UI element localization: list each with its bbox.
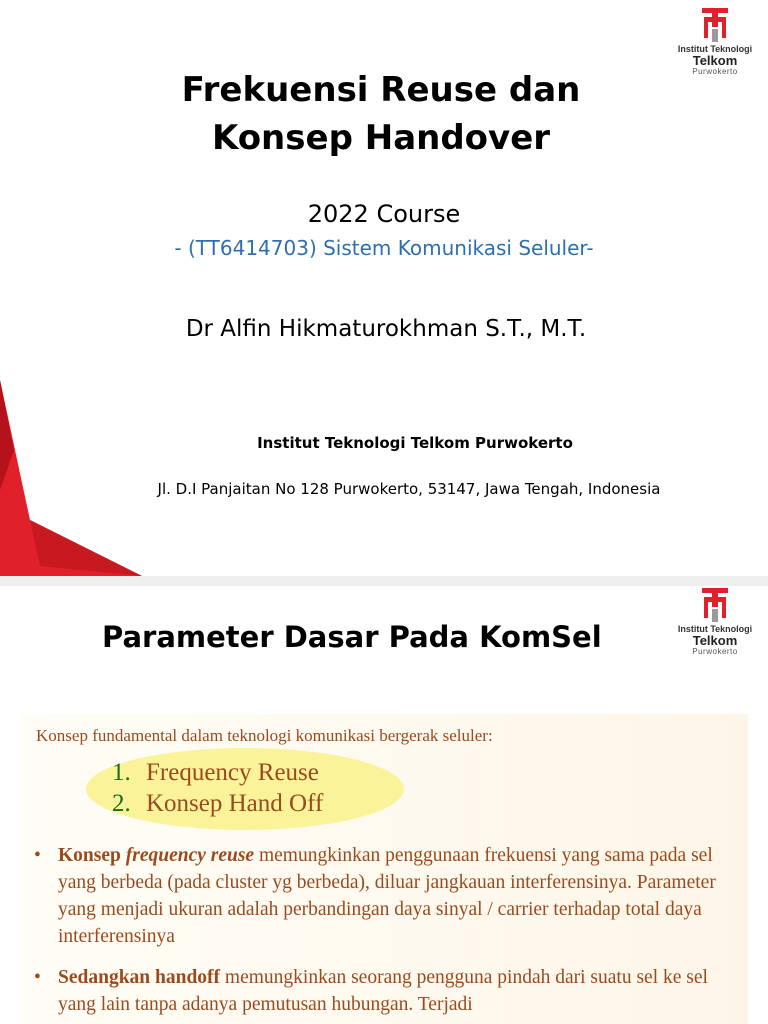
list-text: Konsep Hand Off [146,790,324,817]
list-item [112,757,323,788]
list-item [112,788,323,819]
bullet-emphasis: frequency reuse [125,845,255,866]
title-line2: Konsep Handover [211,118,551,158]
bullet-item-handoff [34,964,734,1018]
logo-line3: Purwokerto [692,647,738,656]
bullet-list [34,842,734,1024]
intro-text: Konsep fundamental dalam teknologi komunikasi bergerak seluler: [36,726,493,745]
list-number: 1. [112,759,131,786]
bullet-text: memungkinkan penggunaan frekuensi yang sama pada sel yang berbeda (pada cluster yg berbeda), diluar jangkauan interferensinya. Parameter yang menjadi ukuran adalah perbandingan daya sinyal / carrier terhadap total daya interferensinya [58,845,716,947]
slide2-title: Parameter Dasar Pada KomSel [102,620,602,654]
telkom-emblem-icon [701,8,729,42]
bullet-text: memungkinkan seorang pengguna pindah dari suatu sel ke sel yang lain tanpa adanya pemutusan hubungan. Terjadi [58,967,708,1015]
logo-line1: Institut Teknologi [677,44,753,54]
numbered-list [112,757,323,819]
logo-line3: Purwokerto [692,67,738,76]
institution-address: Jl. D.I Panjaitan No 128 Purwokerto, 53147, Jawa Tengah, Indonesia [157,480,661,498]
bullet-lead: Sedangkan handoff [58,967,221,988]
list-number: 2. [112,790,131,817]
subject-label: - (TT6414703) Sistem Komunikasi Seluler- [174,236,594,260]
bullet-lead: Konsep [58,845,126,866]
institution-name: Institut Teknologi Telkom Purwokerto [257,434,573,452]
slide-parameter-dasar [0,586,768,1024]
slide-title-heading [60,66,702,162]
telkom-emblem-icon [701,588,729,622]
telkom-logo [660,588,768,657]
slide-separator [0,576,768,586]
author-name: Dr Alfin Hikmaturokhman S.T., M.T. [185,316,587,342]
bullet-item-frequency-reuse [34,842,734,950]
list-text: Frequency Reuse [146,759,319,786]
course-label: 2022 Course [307,200,461,228]
red-decoration-shape [0,380,150,576]
logo-line2: Telkom [692,633,738,648]
title-line1: Frekuensi Reuse dan [181,70,581,110]
logo-line1: Institut Teknologi [677,624,753,634]
logo-line2: Telkom [692,53,738,68]
